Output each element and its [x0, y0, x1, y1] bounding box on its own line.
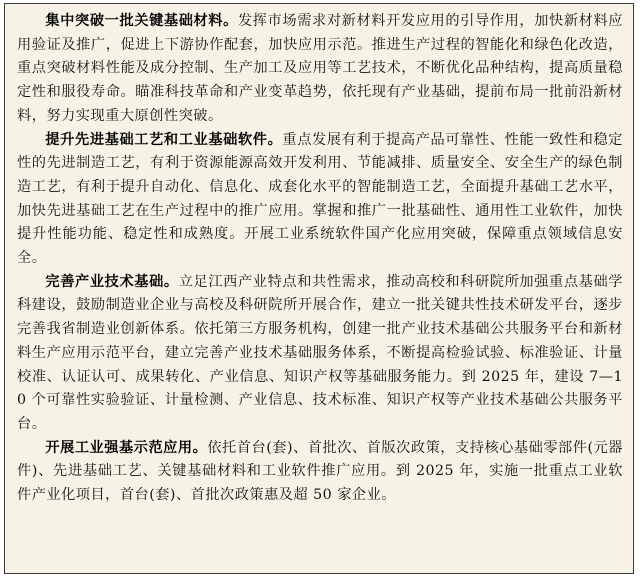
- paragraph-technology-foundation: [17, 271, 623, 437]
- paragraph-heading: 开展工业强基示范应用。: [45, 439, 208, 456]
- paragraph-heading: 集中突破一批关键基础材料。: [45, 13, 238, 29]
- paragraph-body: 重点发展有利于提高产品可靠性、性能一致性和稳定性的先进制造工艺，有利于资源能源高效开发利用、节能减排、质量安全、安全生产的绿色制造工艺，有利于提升自动化、信息化、成套化水平的智能制造工艺，全面提升基础工艺水平，加快先进基础工艺在生产过程中的推广应用。掌握和推广一批基础性、通用性工业软件，加快提升性能功能、稳定性和成熟度。开展工业系统软件国产化应用突破，保障重点领域信息安全。: [17, 131, 623, 267]
- paragraph-body: 发挥市场需求对新材料开发应用的引导作用，加快新材料应用验证及推广，促进上下游协作配套，加快应用示范。推进生产过程的智能化和绿色化改造，重点突破材料性能及成分控制、生产加工及应用等工艺技术，不断优化品种结构，提高质量稳定性和服役寿命。瞄准科技革命和产业变革趋势，依托现有产业基础，提前布局一批前沿新材料，努力实现重大原创性突破。: [17, 13, 623, 124]
- paragraph-heading: 完善产业技术基础。: [45, 273, 179, 290]
- paragraph-demonstration: [17, 437, 623, 508]
- paragraph-heading: 提升先进基础工艺和工业基础软件。: [45, 131, 283, 148]
- document-frame: [4, 3, 634, 574]
- paragraph-body: 立足江西产业特点和共性需求，推动高校和科研院所加强重点基础学科建设，鼓励制造业企业与高校及科研院所开展合作，建立一批关键共性技术研发平台，逐步完善我省制造业创新体系。依托第三方服务机构，创建一批产业技术基础公共服务平台和新材料生产应用示范平台，建立完善产业技术基础服务体系，不断提高检验试验、标准验证、计量校准、认证认可、成果转化、产业信息、知识产权等基础服务能力。到 2025 年，建设 7—10 个可靠性实验验证、计量检测、产业信息、技术标准、知识产权等产业技术基础公共服务平台。: [17, 273, 623, 432]
- paragraph-body: 依托首台(套)、首批次、首版次政策，支持核心基础零部件(元器件)、先进基础工艺、关键基础材料和工业软件推广应用。到 2025 年，实施一批重点工业软件产业化项目，首台(套)、首批次政策惠及超 50 家企业。: [17, 439, 623, 504]
- paragraph-key-materials: [17, 10, 623, 129]
- paragraph-basic-processes: [17, 129, 623, 271]
